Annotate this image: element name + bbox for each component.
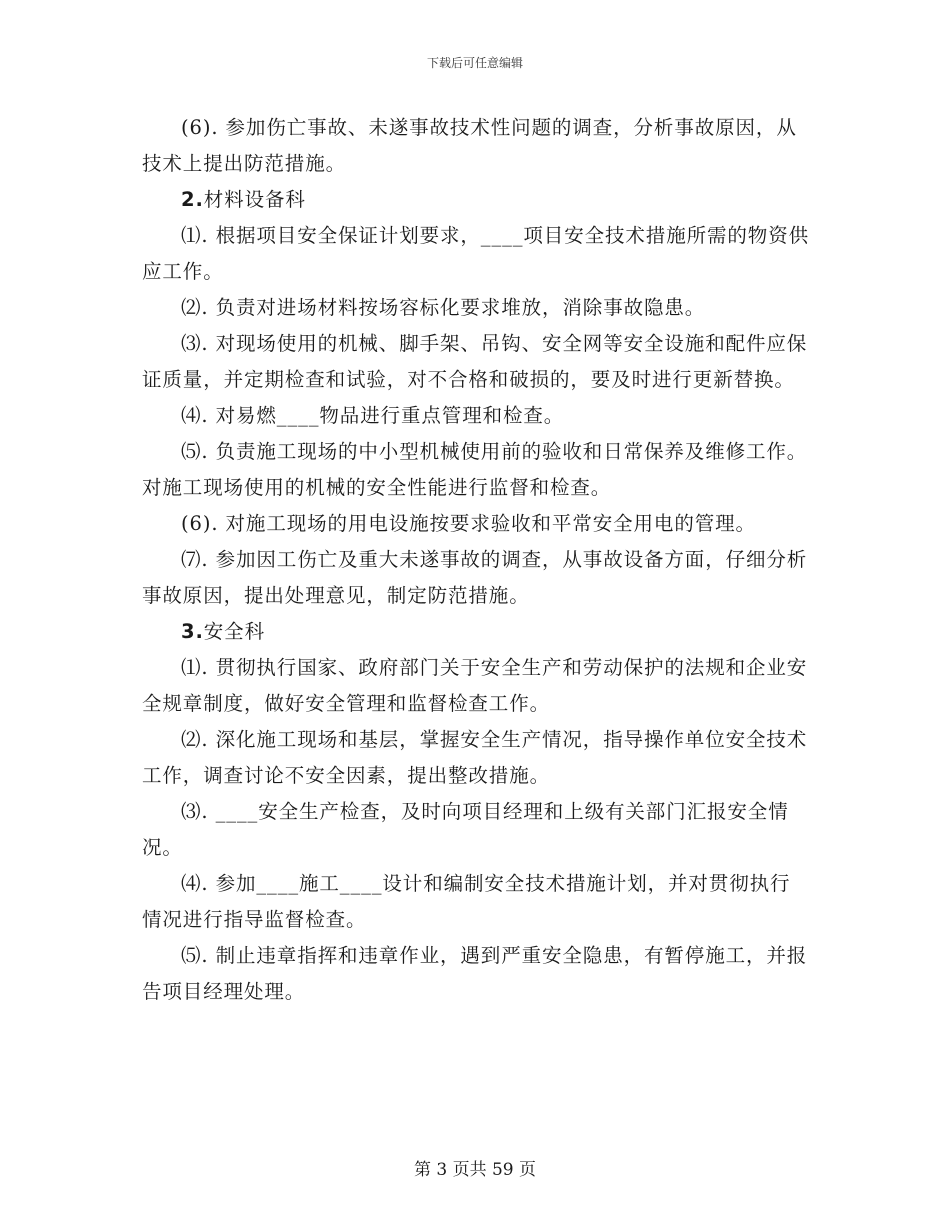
section-title: 材料设备科 (203, 188, 306, 211)
list-item: (6). 对施工现场的用电设施按要求验收和平常安全用电的管理。 (181, 512, 756, 535)
document-body (142, 110, 810, 1010)
list-item: ⑵. 负责对进场材料按场容标化要求堆放，消除事故隐患。 (181, 296, 706, 319)
section-number: 2. (181, 188, 204, 211)
list-item: ⑴. 根据项目安全保证计划要求，____项目安全技术措施所需的物资供应工作。 (142, 224, 809, 283)
section-heading-2 (142, 182, 810, 218)
section-title: 安全科 (203, 620, 265, 643)
page-footer: 第 3 页共 59 页 (413, 1160, 537, 1180)
list-item: ⑸. 制止违章指挥和违章作业，遇到严重安全隐患，有暂停施工，并报告项目经理处理。 (142, 944, 808, 1003)
list-item: ⑵. 深化施工现场和基层，掌握安全生产情况，指导操作单位安全技术工作，调查讨论不安全因素，提出整改措施。 (142, 728, 808, 787)
list-item: ⑺. 参加因工伤亡及重大未遂事故的调查，从事故设备方面，仔细分析事故原因，提出处理意见，制定防范措施。 (142, 548, 808, 607)
page-header: 下载后可任意编辑 (426, 56, 523, 70)
section-number: 3. (181, 620, 204, 643)
list-item: ⑷. 对易燃____物品进行重点管理和检查。 (181, 404, 565, 427)
list-item: ⑸. 负责施工现场的中小型机械使用前的验收和日常保养及维修工作。对施工现场使用的机械的安全性能进行监督和检查。 (142, 440, 808, 499)
section-heading-3 (142, 614, 810, 650)
list-item: ⑶. 对现场使用的机械、脚手架、吊钩、安全网等安全设施和配件应保证质量，并定期检查和试验，对不合格和破损的，要及时进行更新替换。 (142, 332, 808, 391)
paragraph: (6). 参加伤亡事故、未遂事故技术性问题的调查，分析事故原因，从技术上提出防范措施。 (142, 116, 797, 175)
list-item: ⑶. ____安全生产检查，及时向项目经理和上级有关部门汇报安全情况。 (142, 800, 789, 859)
list-item: ⑴. 贯彻执行国家、政府部门关于安全生产和劳动保护的法规和企业安全规章制度，做好安全管理和监督检查工作。 (142, 656, 808, 715)
list-item: ⑷. 参加____施工____设计和编制安全技术措施计划，并对贯彻执行情况进行指导监督检查。 (142, 872, 791, 931)
